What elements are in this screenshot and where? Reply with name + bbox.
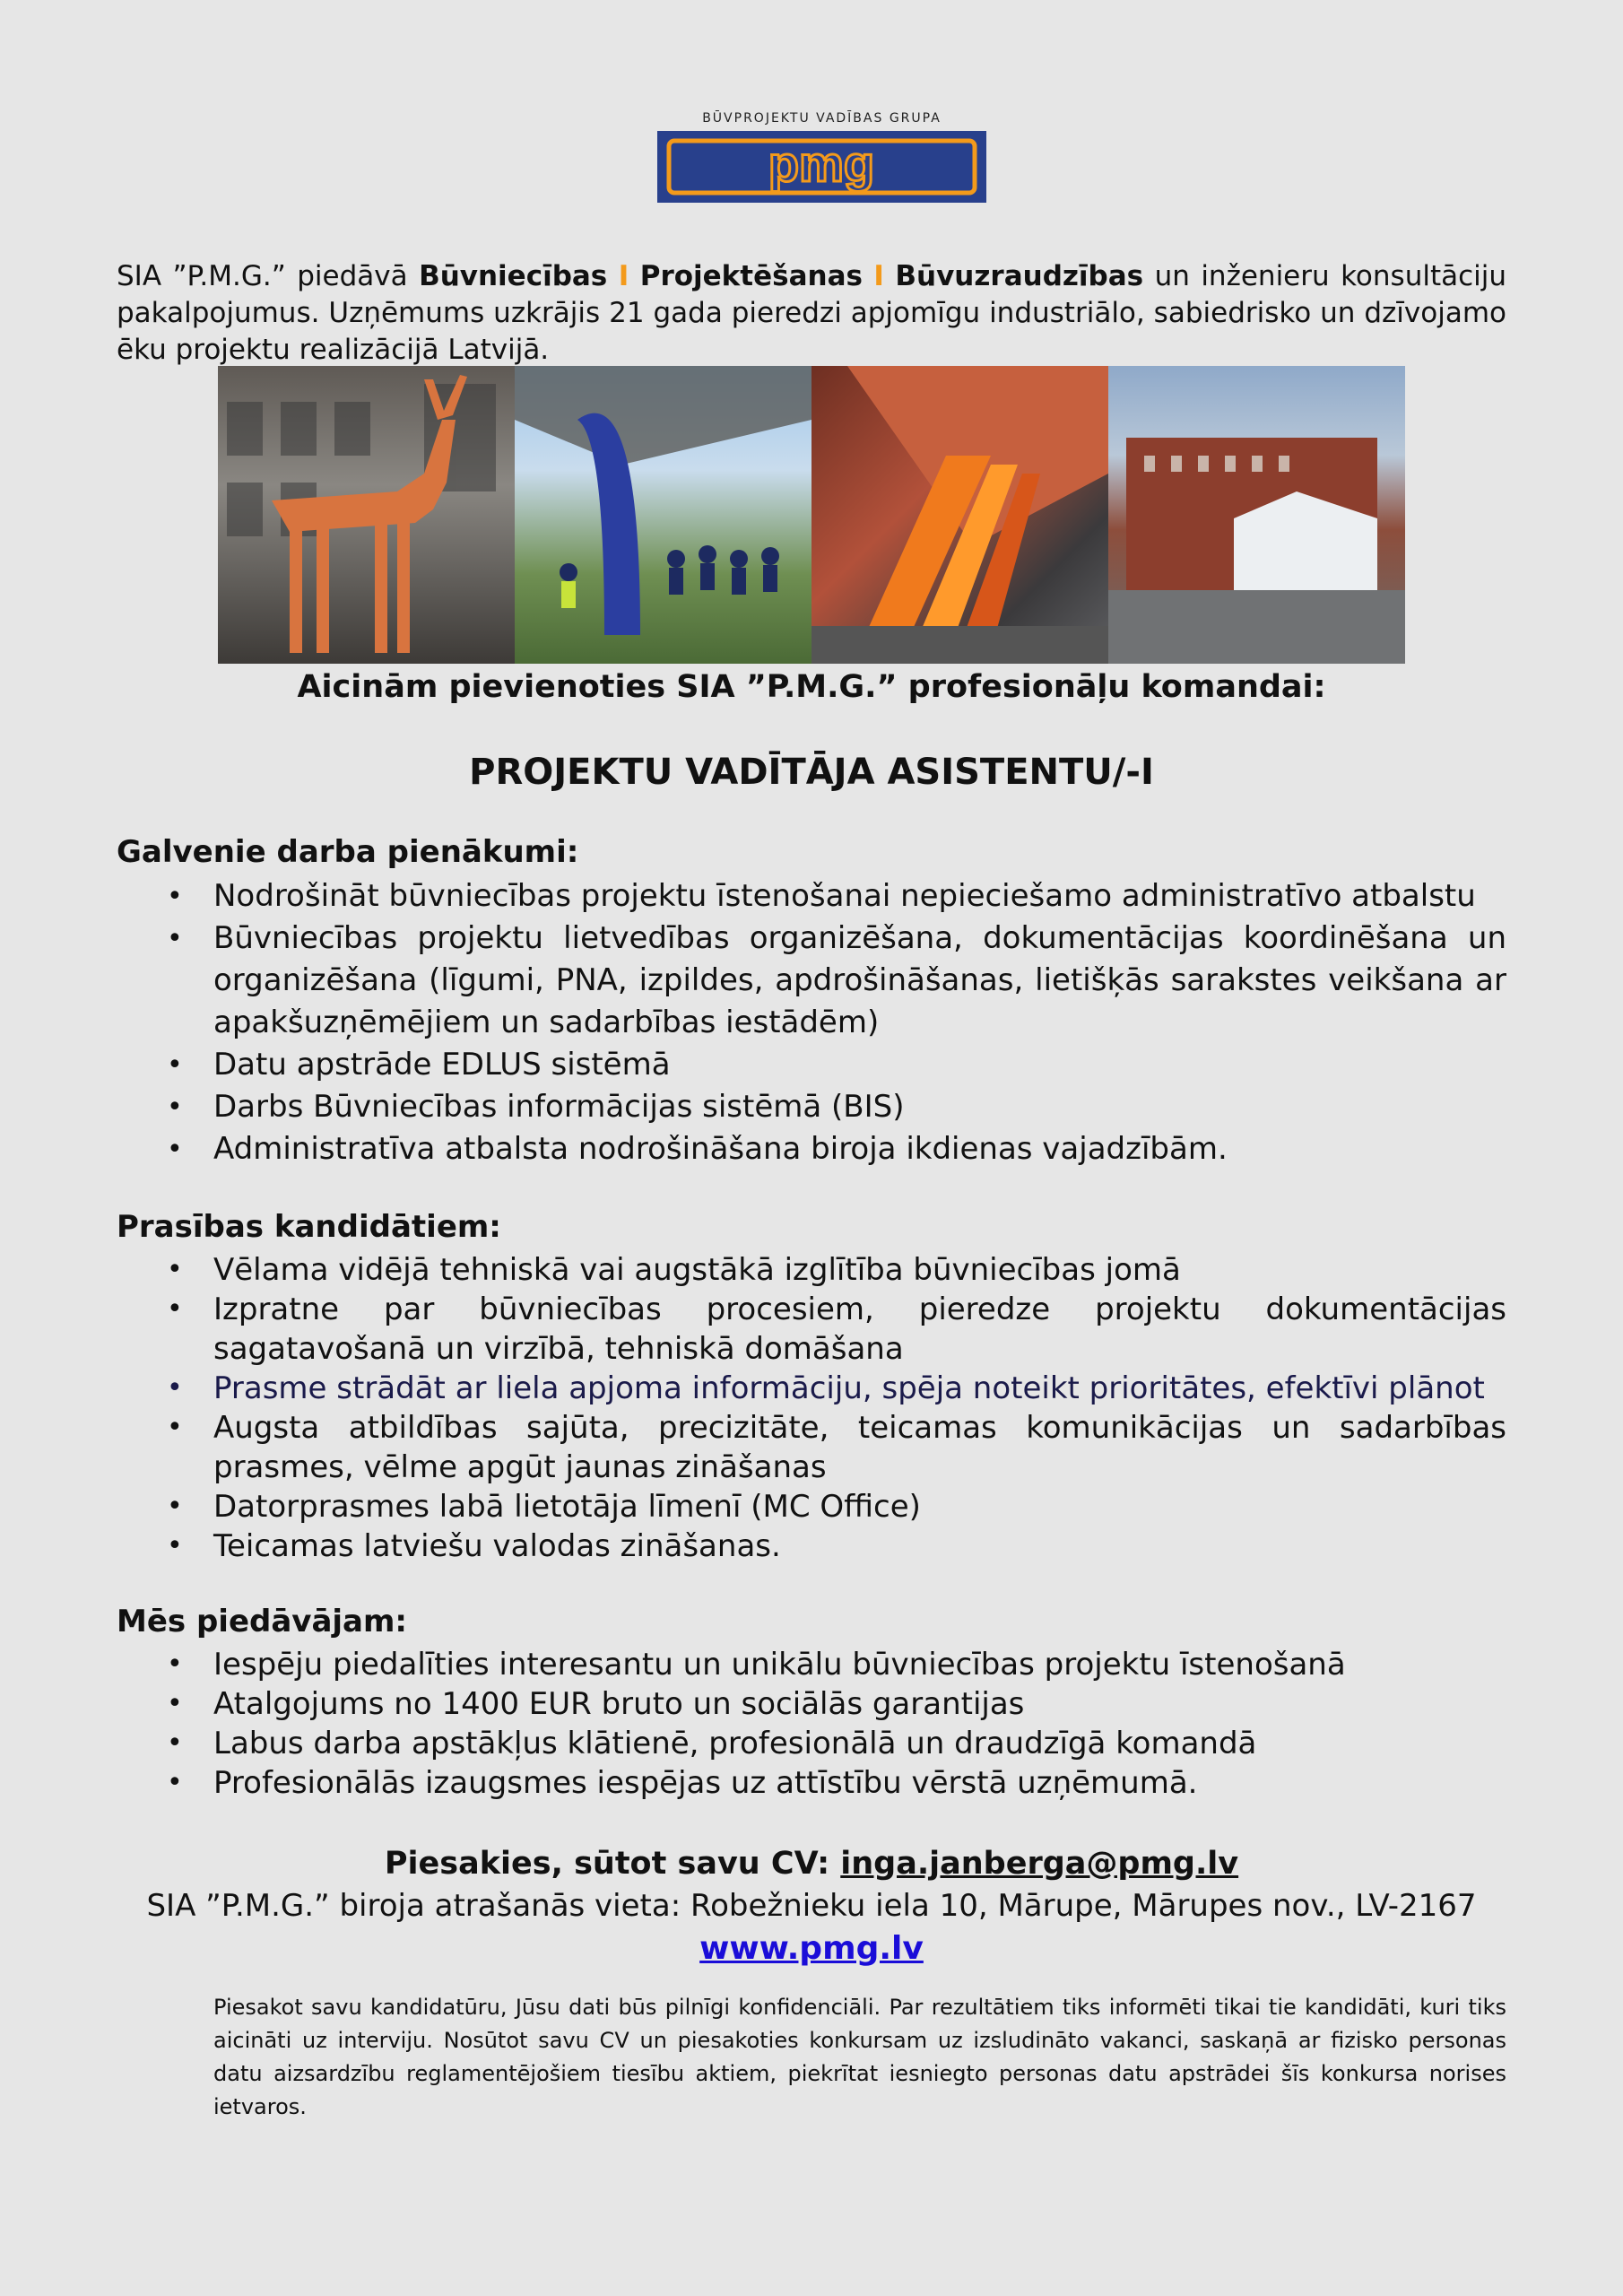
intro-separator: I	[873, 260, 884, 292]
list-item: • Nodrošināt būvniecības projektu īstenošanai nepieciešamo administratīvo atbalstu	[213, 875, 1506, 918]
intro-service-supervision: Būvuzraudzības	[895, 260, 1144, 292]
list-item: • Augsta atbildības sajūta, precizitāte, teicamas komunikācijas un sadarbības prasmes, vēlme apgūt jaunas zināšanas	[213, 1408, 1506, 1487]
office-address: SIA ”P.M.G.” biroja atrašanās vieta: Robežnieku iela 10, Mārupe, Mārupes nov., LV-2167	[146, 1888, 1477, 1924]
requirements-heading: Prasības kandidātiem:	[117, 1209, 501, 1245]
list-item: • Izpratne par būvniecības procesiem, pieredze projektu dokumentācijas sagatavošanā un virzībā, tehniskā domāšana	[213, 1290, 1506, 1369]
privacy-disclaimer: Piesakot savu kandidatūru, Jūsu dati būs pilnīgi konfidenciāli. Par rezultātiem tiks informēti tikai tie kandidāti, kuri tiks aicināti uz interviju. Nosūtot savu CV un piesakoties konkursam uz izsludināto vakanci, saskaņā ar fizisko personas datu aizsardzību reglamentējošiem tiesību aktiem, piekrītat iesniegto personas datu apstrādei šīs konkursa norises ietvaros.	[213, 1995, 1506, 2119]
website-line	[0, 1930, 1623, 1967]
intro-service-construction: Būvniecības	[419, 260, 608, 292]
intro-rest: un inženieru konsultāciju pakalpojumus. Uzņēmums uzkrājis 21 gada pieredzi apjomīgu industriālo, sabiedrisko un dzīvojamo ēku projektu realizācijā Latvijā.	[117, 260, 1507, 366]
company-logo	[657, 111, 986, 203]
list-item: • Atalgojums no 1400 EUR bruto un sociālās garantijas	[213, 1684, 1506, 1724]
list-item: • Darbs Būvniecības informācijas sistēmā (BIS)	[213, 1086, 1506, 1128]
list-item: • Administratīva atbalsta nodrošināšana biroja ikdienas vajadzībām.	[213, 1128, 1506, 1170]
list-item: • Datu apstrāde EDLUS sistēmā	[213, 1044, 1506, 1086]
intro-company: SIA ”P.M.G.” piedāvā	[117, 260, 408, 292]
website-link[interactable]: www.pmg.lv	[699, 1930, 924, 1967]
svg-text:pmg: pmg	[768, 138, 875, 192]
apply-label: Piesakies, sūtot savu CV:	[384, 1846, 830, 1882]
intro-separator: I	[618, 260, 629, 292]
logo-tagline: BŪVPROJEKTU VADĪBAS GRUPA	[702, 111, 942, 126]
list-item: • Datorprasmes labā lietotāja līmenī (MC Office)	[213, 1487, 1506, 1526]
list-item: • Prasme strādāt ar liela apjoma informāciju, spēja noteikt prioritātes, efektīvi plānot	[213, 1369, 1506, 1408]
photo-brick-buildings	[1108, 366, 1405, 664]
offer-list	[213, 1645, 1506, 1803]
list-item: • Vēlama vidējā tehniskā vai augstākā izglītība būvniecības jomā	[213, 1250, 1506, 1290]
duties-list	[213, 875, 1506, 1170]
photo-deer-sculpture	[218, 366, 515, 664]
photo-collage	[218, 366, 1406, 664]
duties-heading: Galvenie darba pienākumi:	[117, 834, 579, 870]
list-item: • Labus darba apstākļus klātienē, profesionālā un draudzīgā komandā	[213, 1724, 1506, 1763]
requirements-list	[213, 1250, 1506, 1566]
pmg-logo-icon	[666, 138, 977, 196]
intro-service-design: Projektēšanas	[639, 260, 863, 292]
join-invitation: Aicinām pievienoties SIA ”P.M.G.” profesionāļu komandai:	[297, 669, 1326, 705]
job-title: PROJEKTU VADĪTĀJA ASISTENTU/-I	[469, 752, 1154, 793]
offer-heading: Mēs piedāvājam:	[117, 1604, 408, 1639]
photo-orange-architecture	[812, 366, 1108, 664]
email-link[interactable]: inga.janberga@pmg.lv	[840, 1846, 1239, 1882]
list-item: • Profesionālās izaugsmes iespējas uz attīstību vērstā uzņēmumā.	[213, 1763, 1506, 1803]
list-item: • Būvniecības projektu lietvedības organizēšana, dokumentācijas koordinēšana un organizēšana (līgumi, PNA, izpildes, apdrošināšanas, lietišķās sarakstes veikšana ar apakšuzņēmējiem un sadarbības iestādēm)	[213, 918, 1506, 1044]
photo-team-banner	[515, 366, 812, 664]
list-item: • Teicamas latviešu valodas zināšanas.	[213, 1526, 1506, 1566]
apply-line	[0, 1846, 1623, 1882]
list-item: • Iespēju piedalīties interesantu un unikālu būvniecības projektu īstenošanā	[213, 1645, 1506, 1684]
company-intro	[117, 258, 1506, 369]
logo-mark	[657, 131, 986, 203]
